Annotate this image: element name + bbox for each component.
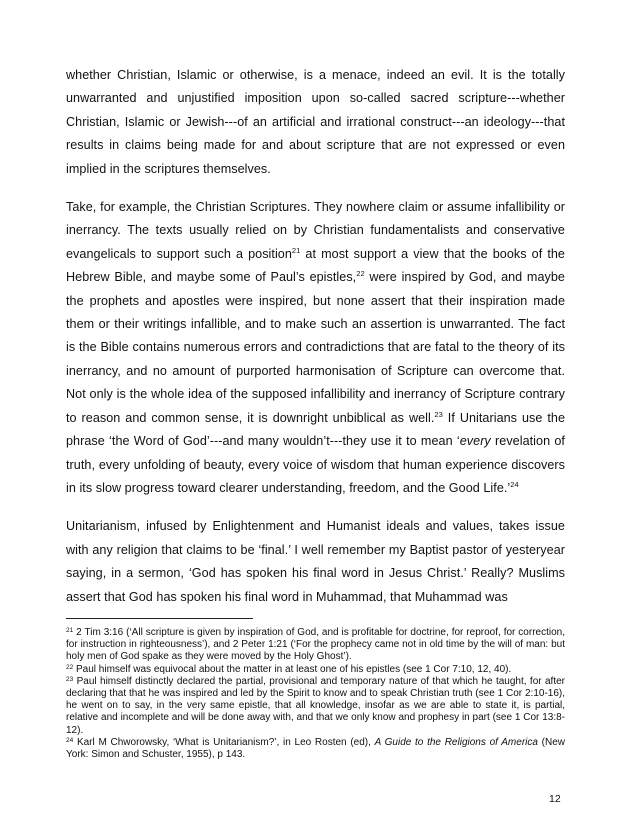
footnote-number: 22 (66, 663, 74, 671)
paragraph-2-text-a: Take, for example, the Christian Scriptures. They nowhere claim or assume infallibility or inerrancy. The texts usually relied on by Christian fundamentalists and conservative evangelicals to support such a position (66, 200, 565, 261)
footnote-number: 21 (66, 627, 74, 634)
footnote-text-end: (New York: Simon and Schuster, 1955), p 143. (66, 736, 565, 761)
footnote-text: Karl M Chworowsky, ‘What is Unitarianism?’, in Leo Rosten (ed), (73, 736, 375, 748)
footnote-text: Paul himself distinctly declared the partial, provisional and temporary nature of that which he taught, for after declaring that that he was inspired and led by the Spirit to know and to speak Christian truth (see 1 Cor 2:10-16), he went on to say, in the very same epistle, that all knowledge, insofar as we are able to state it, is partial, relative and incomplete and will be done away with, and that we only know and prophesy in part (see 1 Cor 13:8-12). (66, 675, 565, 736)
paragraph-2-text-d: If Unitarians use the phrase ‘the Word of God’---and many wouldn’t---they use it to mean ‘ (66, 410, 565, 449)
footnote-ref-22[interactable]: 22 (356, 269, 365, 279)
paragraph-3: Unitarianism, infused by Enlightenment and Humanist ideals and values, takes issue with any religion that claims to be ‘final.’ I well remember my Baptist pastor of yesteryear saying, in a sermon, ‘God has spoken his final word in Jesus Christ.’ Really? Muslims assert that God has spoken his final word in Muhammad, that Muhammad was (66, 519, 565, 604)
body-text (66, 64, 565, 624)
footnote-ref-23[interactable]: 23 (434, 409, 443, 419)
footnote-23 (66, 676, 565, 737)
paragraph-2-emphasis: every (459, 434, 491, 449)
footnotes (66, 627, 565, 761)
paragraph-2-text-e: revelation of truth, every unfolding of beauty, every voice of wisdom that human experience discovers in its slow progress toward clearer understanding, freedom, and the Good Life.’ (66, 434, 565, 495)
footnote-22 (66, 664, 565, 676)
book-title: A Guide to the Religions of America (374, 736, 538, 748)
footnote-text: 2 Tim 3:16 (‘All scripture is given by inspiration of God, and is profitable for doctrine, for reproof, for correction, for instruction in righteousness’), and 2 Peter 1:21 (‘For the prophecy came not in old time by the will of man: but holy men of God spake as they were moved by the Holy Ghost’). (66, 627, 565, 663)
footnote-ref-21[interactable]: 21 (291, 245, 301, 255)
footnote-21 (66, 627, 565, 664)
footnote-number: 23 (66, 675, 74, 683)
page-number: 12 (549, 793, 561, 805)
paragraph-2 (66, 196, 565, 500)
paragraph-2-text-b: at most support a view that the books of the Hebrew Bible, and maybe some of Paul’s epistles, (66, 246, 565, 285)
paragraph-2-text-c: were inspired by God, and maybe the prophets and apostles were inspired, but none assert that their inspiration made them or their writings infallible, and to make such an assertion is unwarranted. The fact is the Bible contains numerous errors and contradictions that are fatal to the theory of its inerrancy, and no amount of purported harmonisation of Scripture can overcome that. Not only is the whole idea of the supposed infallibility and inerrancy of Scripture contrary to reason and common sense, it is downright unbiblical as well. (66, 270, 565, 425)
paragraph-1: whether Christian, Islamic or otherwise, is a menace, indeed an evil. It is the totally unwarranted and unjustified imposition upon so-called sacred scripture---whether Christian, Islamic or Jewish---of an artificial and irrational construct---an ideology---that results in claims being made for and about scripture that are not expressed or even implied in the scriptures themselves. (66, 68, 565, 176)
footnote-number: 24 (66, 736, 74, 744)
footnote-divider (66, 618, 253, 619)
footnote-24 (66, 737, 565, 761)
footnote-text: Paul himself was equivocal about the matter in at least one of his epistles (see 1 Cor 7:10, 12, 40). (73, 663, 512, 675)
footnote-ref-24[interactable]: 24 (510, 479, 519, 489)
